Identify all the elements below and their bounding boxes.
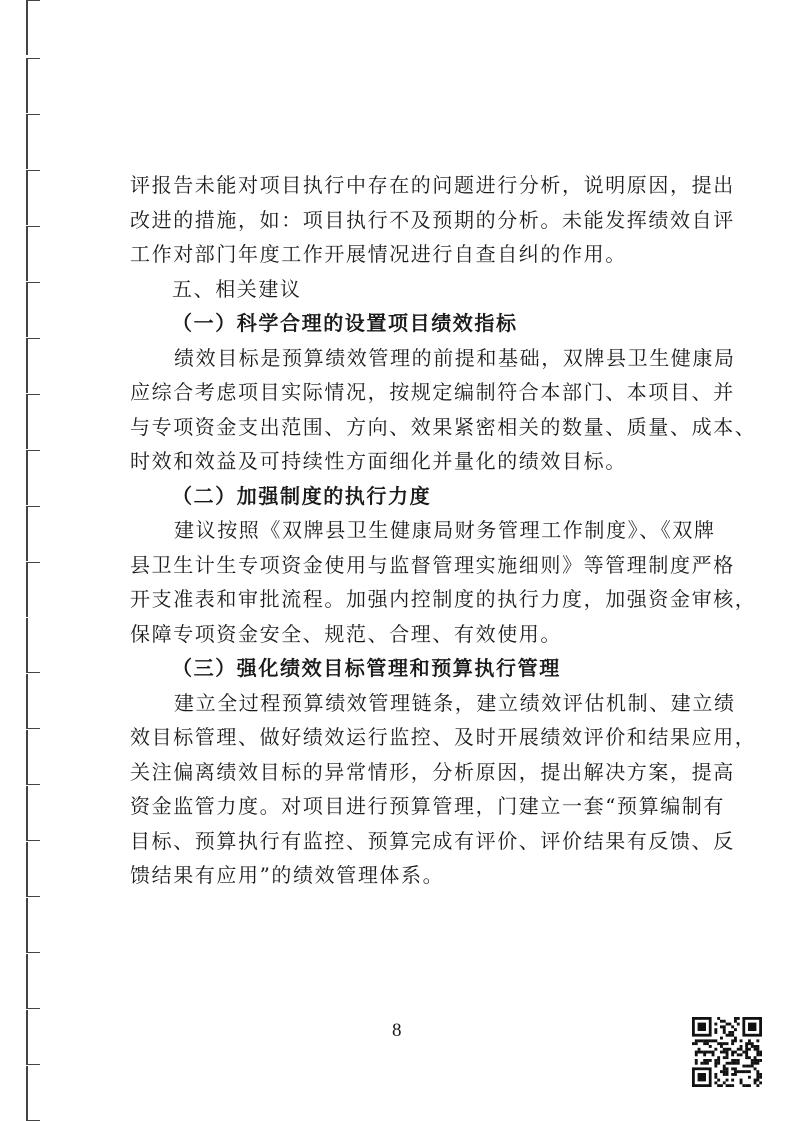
- subsection-title: （一）科学合理的设置项目绩效指标: [172, 311, 518, 335]
- paragraph-line: 保障专项资金安全、规范、合理、有效使用。: [130, 621, 562, 646]
- qr-code-icon: [692, 1017, 762, 1087]
- binding-mark: [26, 618, 40, 673]
- document-body: [130, 168, 757, 893]
- paragraph-line: 馈结果有应用”的绩效管理体系。: [130, 863, 445, 887]
- binding-mark: [26, 730, 40, 785]
- section-title: 五、相关建议: [172, 276, 302, 301]
- subsection-title: （二）加强制度的执行力度: [172, 483, 432, 508]
- binding-mark: [26, 450, 40, 505]
- binding-mark: [26, 394, 40, 449]
- binding-mark: [26, 114, 40, 169]
- binding-mark: [26, 1010, 40, 1065]
- paragraph-line: 资金监管力度。对项目进行预算管理，门建立一套“预算编制有: [130, 794, 726, 818]
- binding-mark: [26, 562, 40, 617]
- binding-mark: [26, 338, 40, 393]
- binding-mark: [26, 674, 40, 729]
- paragraph-line: 目标、预算执行有监控、预算完成有评价、评价结果有反馈、反: [130, 828, 735, 853]
- binding-mark: [26, 954, 40, 1009]
- paragraph-line: 评报告未能对项目执行中存在的问题进行分析，说明原因，提出: [130, 173, 735, 197]
- paragraph-line: 建议按照《双牌县卫生健康局财务管理工作制度》、《双牌: [174, 518, 716, 542]
- paragraph-line: 工作对部门年度工作开展情况进行自查自纠的作用。: [130, 242, 627, 266]
- binding-mark: [26, 1066, 40, 1121]
- qr-code-graphic: [692, 1017, 762, 1087]
- binding-mark: [26, 898, 40, 953]
- binding-mark: [26, 786, 40, 841]
- paragraph-line: 关注偏离绩效目标的异常情形，分析原因，提出解决方案，提高: [130, 759, 735, 784]
- paragraph-line: 县卫生计生专项资金使用与监督管理实施细则》等管理制度严格: [130, 552, 735, 577]
- paragraph-line: 效目标管理、做好绩效运行监控、及时开展绩效评价和结果应用，: [130, 725, 757, 749]
- binding-mark: [26, 170, 40, 225]
- paragraph-line: 建立全过程预算绩效管理链条，建立绩效评估机制、建立绩: [174, 690, 736, 715]
- binding-mark: [26, 226, 40, 281]
- paragraph-line: 改进的措施，如：项目执行不及预期的分析。未能发挥绩效自评: [130, 207, 735, 232]
- binding-mark: [26, 0, 40, 55]
- binding-mark: [26, 506, 40, 561]
- paragraph-line: 绩效目标是预算绩效管理的前提和基础，双牌县卫生健康局: [174, 345, 736, 370]
- paragraph-line: 时效和效益及可持续性方面细化并量化的绩效目标。: [130, 449, 627, 473]
- binding-marks: [26, 0, 46, 1121]
- page-number: 8: [392, 1020, 402, 1041]
- paragraph-line: 开支准表和审批流程。加强内控制度的执行力度，加强资金审核，: [130, 587, 757, 611]
- paragraph-line: 应综合考虑项目实际情况，按规定编制符合本部门、本项目、并: [130, 380, 735, 404]
- binding-mark: [26, 58, 40, 113]
- paragraph-line: 与专项资金支出范围、方向、效果紧密相关的数量、质量、成本、: [130, 414, 757, 439]
- binding-mark: [26, 842, 40, 897]
- subsection-title: （三）强化绩效目标管理和预算执行管理: [172, 656, 561, 680]
- binding-mark: [26, 282, 40, 337]
